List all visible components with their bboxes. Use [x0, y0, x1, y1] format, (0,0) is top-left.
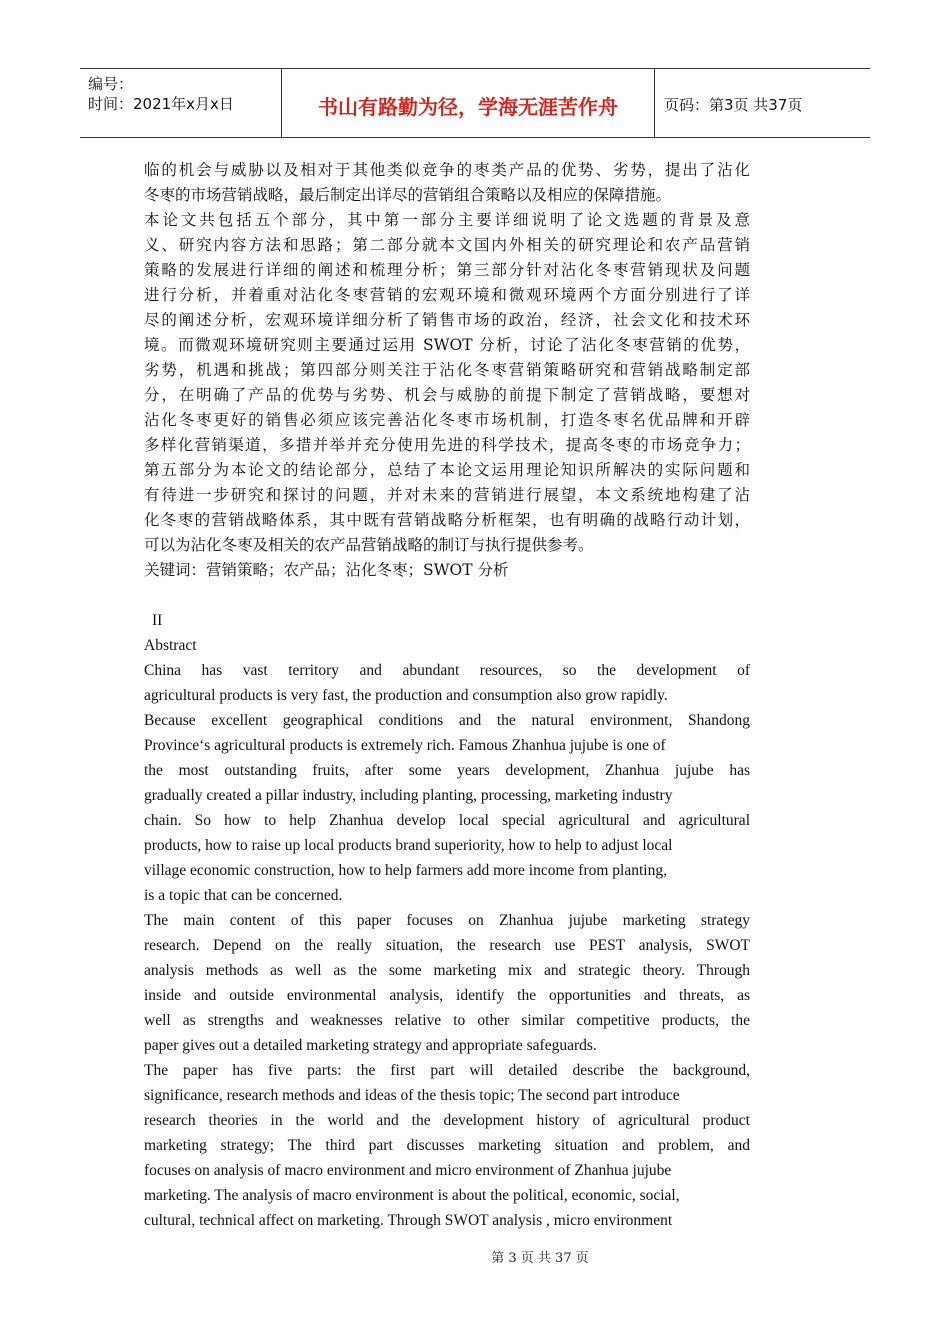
page-roman-numeral: II: [152, 612, 163, 629]
chinese-text-line: 策略的发展进行详细的阐述和梳理分析；第三部分针对沾化冬枣营销现状及问题: [144, 261, 750, 279]
page-footer: 第 3 页 共 37 页: [491, 1251, 589, 1266]
english-text-line: the most outstanding fruits, after some years development, Zhanhua jujube has: [144, 762, 750, 779]
chinese-abstract: [144, 158, 750, 558]
header-motto-cell: [281, 69, 655, 137]
english-text-line: gradually created a pillar industry, including planting, processing, marketing industry: [144, 787, 673, 804]
english-text-line: The paper has five parts: the first part will detailed describe the background,: [144, 1062, 750, 1079]
spacer: [144, 583, 750, 608]
chinese-text-line: 多样化营销渠道，多措并举并充分使用先进的科学技术，提高冬枣的市场竞争力；: [144, 436, 750, 454]
document-number-label: 编号：: [88, 75, 134, 93]
chinese-text-line: 冬枣的市场营销战略，最后制定出详尽的营销组合策略以及相应的保障措施。: [144, 186, 672, 204]
header-page-cell: [654, 69, 870, 137]
english-text-line: significance, research methods and ideas of the thesis topic; The second part introduce: [144, 1087, 680, 1104]
english-text-line: research theories in the world and the development history of agricultural product: [144, 1112, 750, 1129]
chinese-text-line: 进行分析，并着重对沾化冬枣营销的宏观环境和微观环境两个方面分别进行了详: [144, 286, 750, 304]
abstract-title: Abstract: [144, 637, 197, 654]
chinese-text-line: 第五部分为本论文的结论部分，总结了本论文运用理论知识所解决的实际问题和: [144, 461, 750, 479]
english-text-line: research. Depend on the really situation, the research use PEST analysis, SWOT: [144, 937, 750, 954]
chinese-text-line: 化冬枣的营销战略体系，其中既有营销战略分析框架，也有明确的战略行动计划，: [144, 511, 750, 529]
header-meta-cell: [80, 69, 280, 137]
english-text-line: analysis methods as well as the some marketing mix and strategic theory. Through: [144, 962, 750, 979]
english-text-line: cultural, technical affect on marketing. Through SWOT analysis , micro environment: [144, 1212, 673, 1229]
chinese-text-line: 尽的阐述分析，宏观环境详细分析了销售市场的政治，经济，社会文化和技术环: [144, 311, 750, 329]
keywords-line: 关键词：营销策略；农产品；沾化冬枣；SWOT 分析: [144, 561, 509, 579]
english-text-line: paper gives out a detailed marketing strategy and appropriate safeguards.: [144, 1037, 597, 1054]
chinese-text-line: 劣势，机遇和挑战；第四部分则关注于沾化冬枣营销策略研究和营销战略制定部: [144, 361, 750, 379]
english-text-line: Because excellent geographical conditions and the natural environment, Shandong: [144, 712, 750, 729]
english-text-line: inside and outside environmental analysis, identify the opportunities and threats, as: [144, 987, 750, 1004]
english-text-line: village economic construction, how to help farmers add more income from planting,: [144, 862, 667, 879]
chinese-text-line: 沾化冬枣更好的销售必须应该完善沾化冬枣市场机制，打造冬枣名优品牌和开辟: [144, 411, 750, 429]
english-text-line: products, how to raise up local products brand superiority, how to help to adjust local: [144, 837, 673, 854]
english-text-line: Province‘s agricultural products is extremely rich. Famous Zhanhua jujube is one of: [144, 737, 666, 754]
header-motto: 书山有路勤为径，学海无涯苦作舟: [318, 95, 618, 119]
english-text-line: marketing. The analysis of macro environment is about the political, economic, social,: [144, 1187, 680, 1204]
chinese-text-line: 义、研究内容方法和思路；第二部分就本文国内外相关的研究理论和农产品营销: [144, 236, 750, 254]
english-text-line: is a topic that can be concerned.: [144, 887, 343, 904]
english-text-line: well as strengths and weaknesses relative to other similar competitive products, the: [144, 1012, 750, 1029]
chinese-text-line: 有待进一步研究和探讨的问题，并对未来的营销进行展望，本文系统地构建了沾: [144, 486, 750, 504]
chinese-text-line: 临的机会与威胁以及相对于其他类似竞争的枣类产品的优势、劣势，提出了沾化: [144, 161, 750, 179]
document-time-label: 时间：2021年x月x日: [88, 95, 234, 113]
english-text-line: marketing strategy; The third part discusses marketing situation and problem, and: [144, 1137, 750, 1154]
english-text-line: focuses on analysis of macro environment and micro environment of Zhanhua jujube: [144, 1162, 672, 1179]
english-text-line: The main content of this paper focuses on Zhanhua jujube marketing strategy: [144, 912, 750, 929]
chinese-text-line: 本论文共包括五个部分，其中第一部分主要详细说明了论文选题的背景及意: [144, 211, 750, 229]
document-body: [144, 158, 750, 1233]
english-text-line: China has vast territory and abundant resources, so the development of: [144, 662, 750, 679]
english-text-line: chain. So how to help Zhanhua develop local special agricultural and agricultural: [144, 812, 750, 829]
chinese-text-line: 分，在明确了产品的优势与劣势、机会与威胁的前提下制定了营销战略，要想对: [144, 386, 750, 404]
english-text-line: agricultural products is very fast, the production and consumption also grow rapidly.: [144, 687, 668, 704]
header-page-info: 页码：第3页 共37页: [664, 96, 803, 114]
chinese-text-line: 境。而微观环境研究则主要通过运用 SWOT 分析，讨论了沾化冬枣营销的优势，: [144, 336, 750, 354]
page-header: [80, 68, 870, 138]
chinese-text-line: 可以为沾化冬枣及相关的农产品营销战略的制订与执行提供参考。: [144, 536, 594, 554]
english-abstract: [144, 658, 750, 1233]
